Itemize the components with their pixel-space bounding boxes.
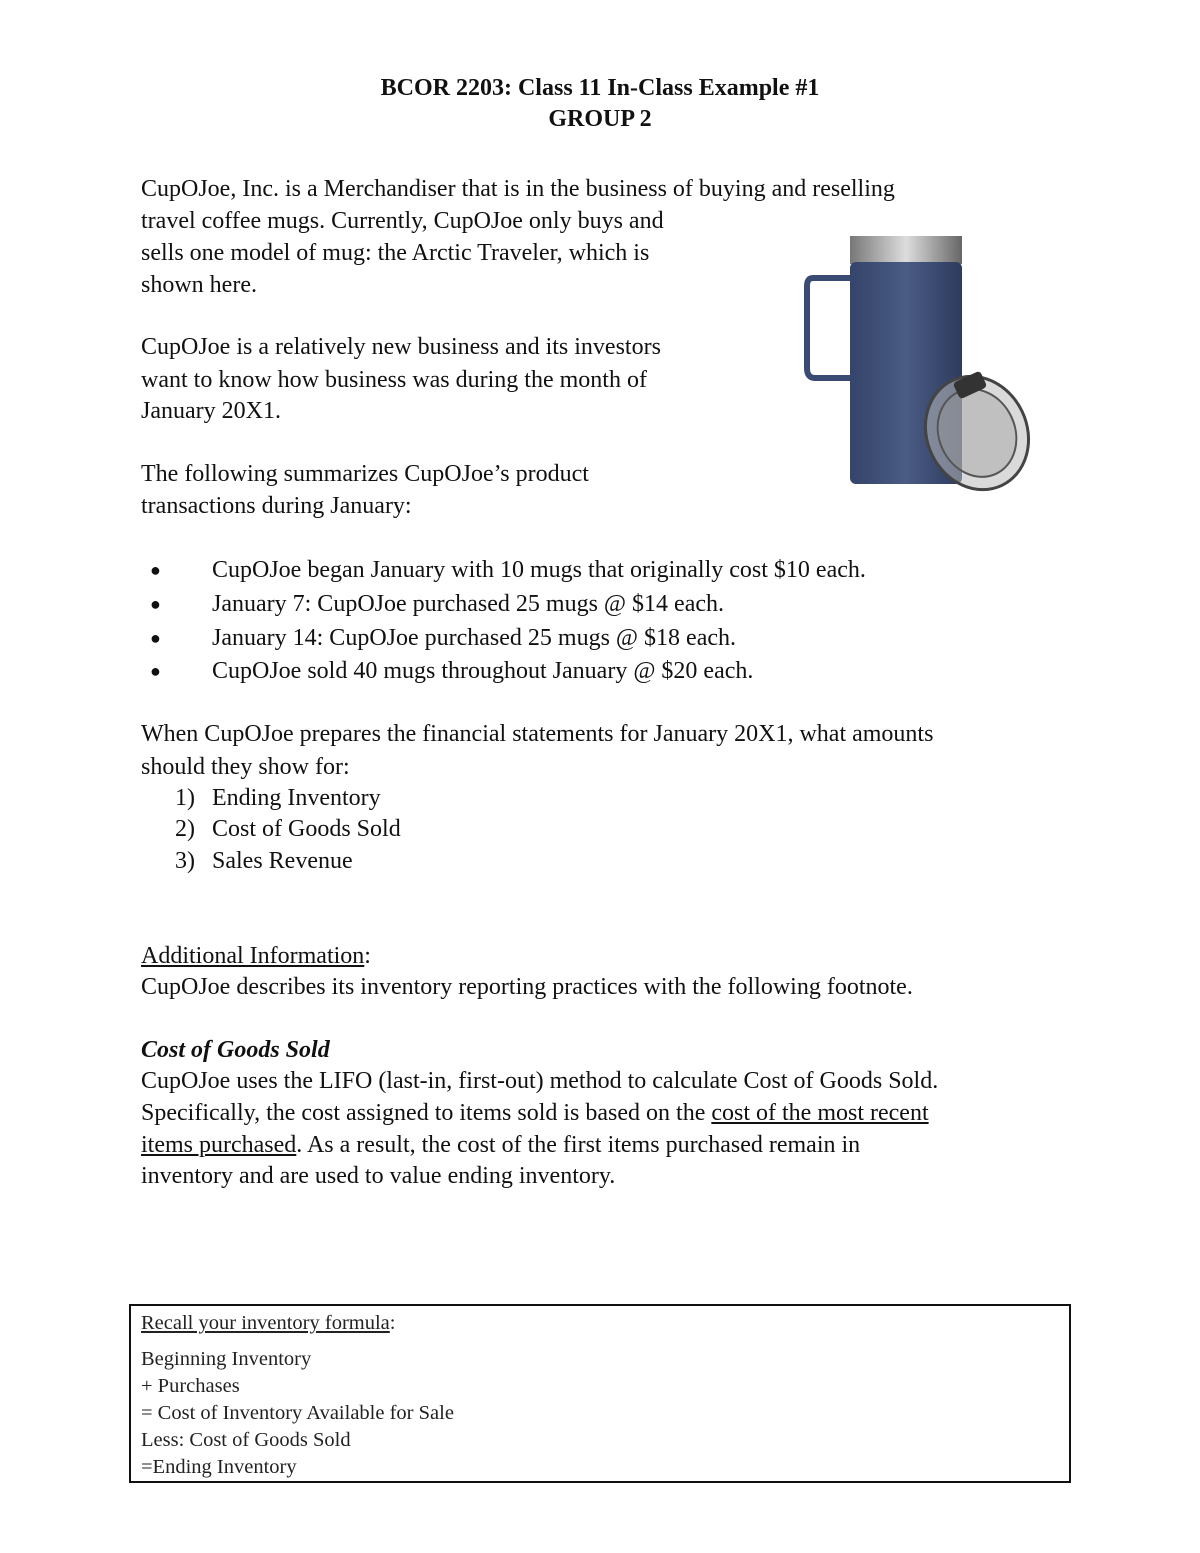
formula-line: =Ending Inventory — [141, 1456, 297, 1478]
formula-heading — [141, 1310, 395, 1336]
intro-line: CupOJoe, Inc. is a Merchandiser that is in the business of buying and reselling — [141, 176, 895, 202]
underlined-text: items purchased — [141, 1132, 297, 1158]
para2-line: CupOJoe is a relatively new business and its investors — [141, 334, 661, 360]
text: Specifically, the cost assigned to items sold is based on the — [141, 1100, 712, 1126]
colon: : — [364, 943, 371, 969]
formula-line: Beginning Inventory — [141, 1348, 312, 1370]
additional-info-text: CupOJoe describes its inventory reporting practices with the following footnote. — [141, 974, 913, 1000]
para2-line: January 20X1. — [141, 398, 281, 424]
additional-info-heading — [141, 941, 371, 971]
document-title: BCOR 2203: Class 11 In-Class Example #1 — [380, 75, 820, 101]
para2-line: want to know how business was during the month of — [141, 367, 647, 393]
intro-line: shown here. — [141, 272, 257, 298]
formula-line: Less: Cost of Goods Sold — [141, 1429, 351, 1451]
arctic-traveler-mug-image — [795, 228, 1040, 503]
bullet-item: CupOJoe sold 40 mugs throughout January @ $20 each. — [212, 658, 754, 684]
colon: : — [389, 1312, 396, 1334]
additional-heading-text: Additional Information — [141, 943, 365, 969]
intro-line: travel coffee mugs. Currently, CupOJoe only buys and — [141, 208, 664, 234]
footnote-line — [141, 1130, 860, 1160]
bullet-icon: ● — [150, 661, 161, 681]
bullet-icon: ● — [150, 560, 161, 580]
intro-line: sells one model of mug: the Arctic Traveler, which is — [141, 240, 650, 266]
bullet-item: CupOJoe began January with 10 mugs that originally cost $10 each. — [212, 557, 866, 583]
footnote-heading: Cost of Goods Sold — [141, 1037, 330, 1063]
para3-line: transactions during January: — [141, 493, 412, 519]
list-number: 3) — [175, 848, 195, 874]
footnote-line: inventory and are used to value ending inventory. — [141, 1163, 616, 1189]
question-line: should they show for: — [141, 754, 350, 780]
list-item: Ending Inventory — [212, 785, 381, 811]
question-line: When CupOJoe prepares the financial statements for January 20X1, what amounts — [141, 721, 934, 747]
list-item: Cost of Goods Sold — [212, 816, 401, 842]
footnote-line — [141, 1098, 929, 1128]
bullet-icon: ● — [150, 628, 161, 648]
list-number: 1) — [175, 785, 195, 811]
formula-line: = Cost of Inventory Available for Sale — [141, 1402, 454, 1424]
para3-line: The following summarizes CupOJoe’s product — [141, 461, 589, 487]
document-subtitle: GROUP 2 — [548, 106, 652, 132]
underlined-text: cost of the most recent — [711, 1100, 929, 1126]
text: . As a result, the cost of the first items purchased remain in — [296, 1132, 861, 1158]
bullet-item: January 7: CupOJoe purchased 25 mugs @ $14 each. — [212, 591, 724, 617]
footnote-line: CupOJoe uses the LIFO (last-in, first-out) method to calculate Cost of Goods Sold. — [141, 1068, 939, 1094]
bullet-icon: ● — [150, 594, 161, 614]
formula-heading-text: Recall your inventory formula — [141, 1312, 390, 1334]
list-number: 2) — [175, 816, 195, 842]
list-item: Sales Revenue — [212, 848, 353, 874]
formula-line: + Purchases — [141, 1375, 240, 1397]
bullet-item: January 14: CupOJoe purchased 25 mugs @ $18 each. — [212, 625, 736, 651]
